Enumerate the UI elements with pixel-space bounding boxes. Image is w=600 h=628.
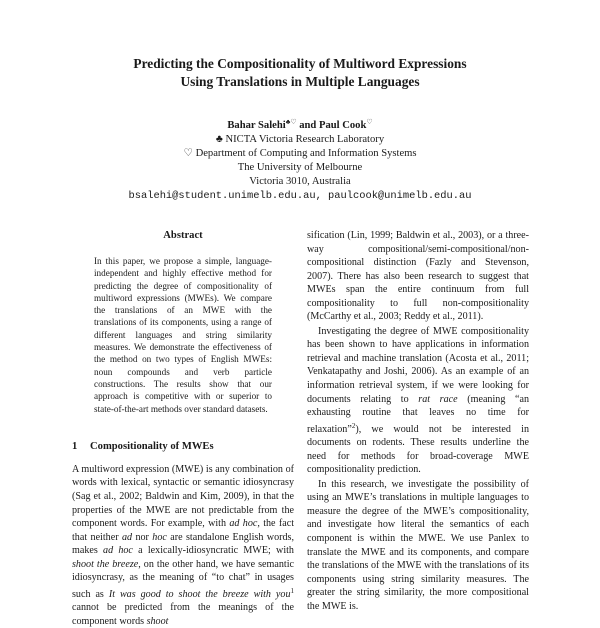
paper-header [0, 55, 600, 203]
text-run: (meaning “an exhausting routine that leaves no time for relaxation” [307, 393, 529, 435]
footnote-marker-1[interactable]: 1 [290, 586, 294, 595]
section-1-paragraph [72, 463, 294, 628]
text-run: a lexically-idiosyncratic MWE; with [132, 545, 294, 557]
text-run: are standalone English words, makes [72, 531, 294, 557]
right-column [307, 229, 529, 613]
text-run: , on the other hand, we have semantic idiosyncrasy, as the meaning of “to chat” in usages such as [72, 558, 294, 600]
section-1-title: Compositionality of MWEs [90, 440, 214, 452]
author-2-marks: ♡ [366, 118, 373, 126]
text-run: ), we would not be interested in documents on rodents. These results underline the need for methods for broad-coverage MWE compositionality prediction. [307, 423, 529, 476]
author-1-marks: ♣♡ [285, 118, 297, 126]
section-1-number: 1 [72, 440, 78, 452]
author-list [0, 115, 600, 133]
abstract-text: In this paper, we propose a simple, language-independent and highly effective method for predicting the degree of compositionality of multiword expressions (MWEs). We compare the translations of an MWE with the translations of its components, using a range of different languages and string similarity measures. We demonstrate the effectiveness of the method on two types of English MWEs: noun compounds and verb particle constructions. The results show that our approach is competitive with or superior to state-of-the-art methods over standard datasets. [94, 256, 272, 414]
author-1: Bahar Salehi [227, 120, 286, 131]
affiliation-city: Victoria 3010, Australia [249, 176, 351, 187]
section-1-heading [72, 440, 294, 454]
author-conjunction: and [296, 120, 319, 131]
left-column [72, 229, 294, 628]
emphasis: ad hoc [229, 518, 258, 530]
emphasis: rat race [418, 393, 458, 405]
abstract-heading: Abstract [163, 230, 203, 241]
text-run: cannot be predicted from the meanings of the component words [72, 602, 294, 627]
footnote-marker-2[interactable]: 2 [351, 421, 356, 430]
paper-title [0, 55, 600, 91]
emphasis: ad hoc [103, 545, 133, 557]
title-line-1: Predicting the Compositionality of Multiword Expressions [133, 56, 467, 71]
affiliation-lab: ♣ NICTA Victoria Research Laboratory [215, 134, 385, 145]
emphasis: ad [121, 531, 133, 543]
right-paragraph-research: In this research, we investigate the possibility of using an MWE’s translations in multiple languages to measure the degree of the MWE’s compositionality, and investigate how literal the semantics of each component is within the MWE. We use Panlex to translate the MWE and its components, and compare the translations of the MWE with the translations of its components using string similarity measures. The greater the string similarity, the more compositional the MWE is. [307, 478, 529, 612]
text-run: Investigating the degree of MWE compositionality has been shown to have applications in information retrieval and machine translation (Acosta et al., 2011; Venkatapathy and Joshi, 2006). As an example of an information retrieval system, if we were looking for documents relating to [307, 325, 529, 405]
emphasis: shoot [146, 615, 169, 627]
text-run: , the fact that neither [72, 518, 294, 543]
emphasis: It was good to shoot the breeze with you [108, 588, 291, 600]
right-paragraph-continued: sification (Lin, 1999; Baldwin et al., 2003), or a three-way compositional/semi-compositional/non-compositional distinction (Fazly and Stevenson, 2007). There has also been research to suggest that MWEs span the entire continuum from full compositionality to full non-compositionality (McCarthy et al., 2003; Reddy et al., 2011). [307, 230, 529, 323]
affiliation-university: The University of Melbourne [237, 162, 363, 173]
emphasis: shoot the breeze [72, 558, 139, 570]
author-emails: bsalehi@student.unimelb.edu.au, paulcook@unimelb.edu.au [128, 190, 472, 202]
author-2: Paul Cook [318, 120, 367, 131]
right-paragraph-applications [307, 325, 529, 477]
text-run: nor [132, 531, 153, 543]
text-run: A multiword expression (MWE) is any combination of words with lexical, syntactic or semantic idiosyncrasy (Sag et al., 2002; Baldwin and Kim, 2009), in that the properties of the MWE are not predictable from the component words. For example, with [72, 463, 294, 530]
affiliation-department: ♡ Department of Computing and Information Systems [183, 148, 417, 159]
title-line-2: Using Translations in Multiple Languages [180, 74, 420, 89]
emphasis: hoc [152, 531, 167, 543]
